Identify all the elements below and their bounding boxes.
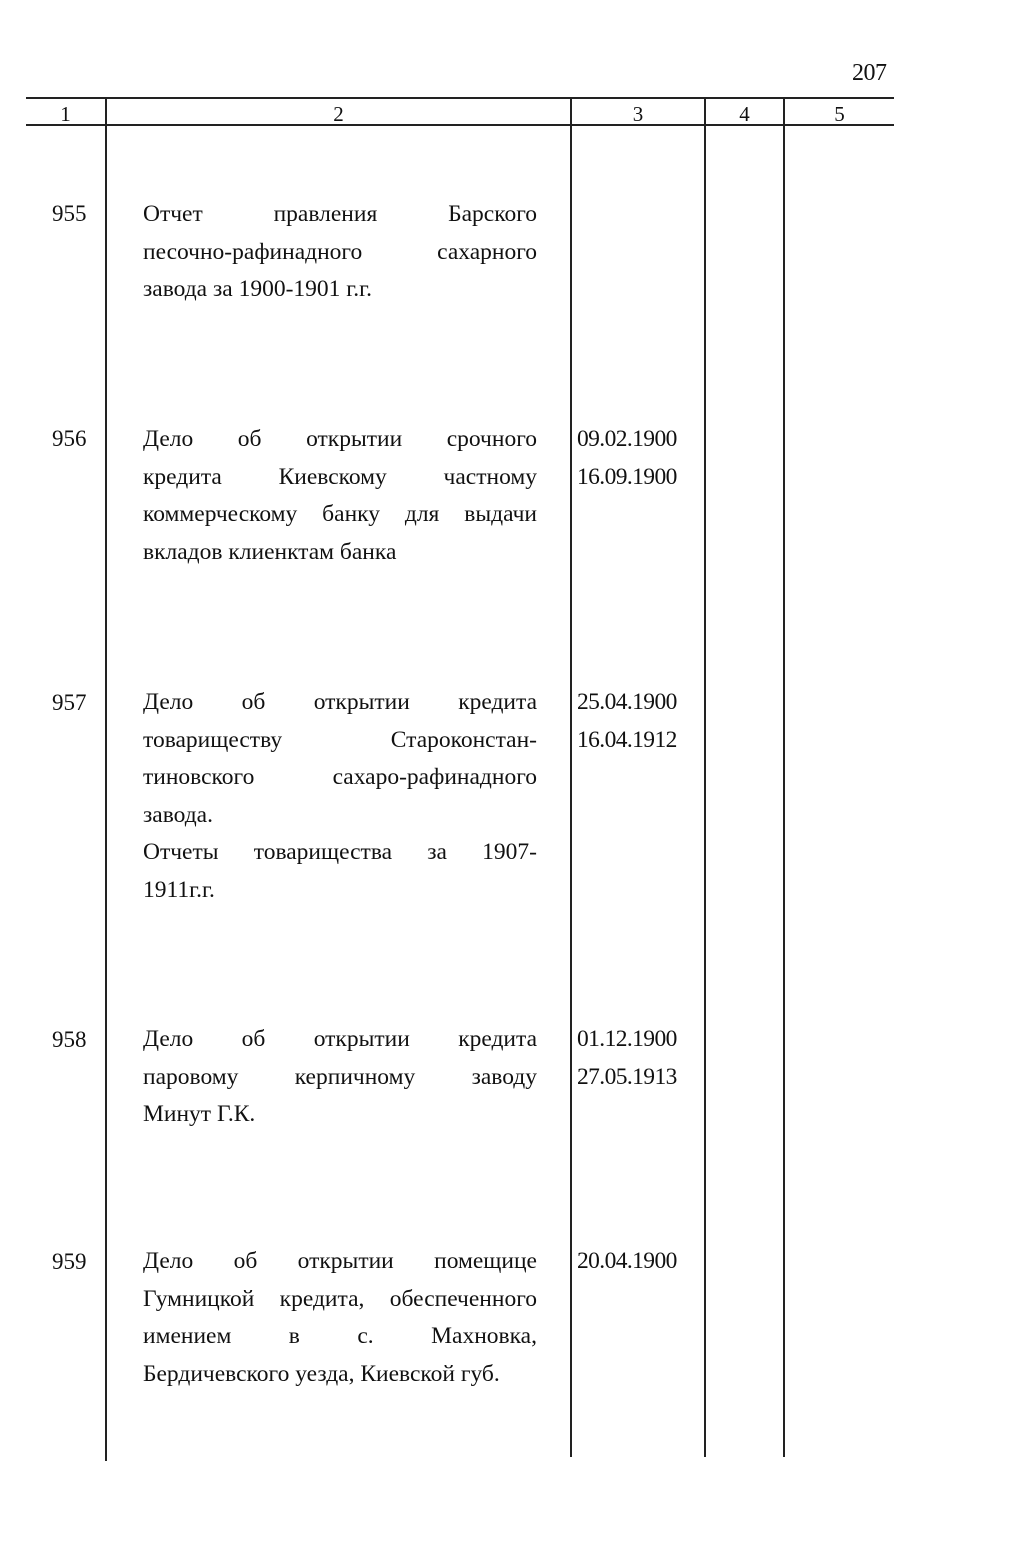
row-number: 956	[52, 426, 87, 451]
date-start: 25.04.1900	[577, 689, 677, 715]
column-divider-2	[570, 97, 572, 1457]
row-number: 959	[52, 1249, 87, 1274]
description-line: Дело об открытии помещице	[143, 1248, 537, 1274]
row-number: 955	[52, 201, 87, 226]
column-divider-4	[783, 97, 785, 1457]
description-line: Дело об открытии кредита	[143, 1026, 537, 1052]
description-line: Отчеты товарищества за 1907-	[143, 839, 537, 865]
description-line: Дело об открытии кредита	[143, 689, 537, 715]
description-line: песочно-рафинадного сахарного	[143, 238, 537, 265]
description-line: товариществу Староконстан-	[143, 726, 537, 753]
row-dates	[577, 684, 677, 759]
date-end: 16.09.1900	[577, 463, 677, 490]
description-line: Бердичевского уезда, Киевской губ.	[143, 1360, 500, 1387]
description-line: завода.	[143, 801, 213, 828]
row-dates	[577, 421, 677, 496]
column-header-2: 2	[333, 102, 344, 126]
column-header-3: 3	[632, 102, 644, 126]
row-description	[143, 196, 537, 309]
date-end: 16.04.1912	[577, 726, 677, 753]
description-line: Отчет правления Барского	[143, 201, 537, 227]
row-number: 958	[52, 1027, 87, 1052]
date-end: 27.05.1913	[577, 1063, 677, 1090]
row-dates	[577, 1021, 677, 1096]
date-start: 01.12.1900	[577, 1026, 677, 1052]
description-line: 1911г.г.	[143, 876, 215, 903]
description-line: Минут Г.К.	[143, 1101, 256, 1127]
description-line: тиновского сахаро-рафинадного	[143, 764, 537, 790]
description-line: Гумницкой кредита, обеспеченного	[143, 1285, 537, 1312]
description-line: Дело об открытии срочного	[143, 426, 537, 452]
description-line: имением в с. Махновка,	[143, 1323, 537, 1349]
description-line: кредита Киевскому частному	[143, 463, 537, 490]
column-divider-3	[704, 97, 706, 1457]
column-divider-1	[105, 97, 107, 1461]
date-start: 20.04.1900	[577, 1248, 677, 1274]
date-start: 09.02.1900	[577, 426, 677, 452]
page-number: 207	[852, 60, 887, 86]
column-header-1: 1	[60, 102, 71, 126]
description-line: завода за 1900-1901 г.г.	[143, 276, 372, 302]
description-line: коммерческому банку для выдачи	[143, 501, 537, 527]
description-line: вкладов клиенктам банка	[143, 538, 397, 565]
row-description	[143, 1243, 537, 1393]
row-description	[143, 684, 537, 909]
table-top-rule	[26, 97, 894, 99]
row-number: 957	[52, 690, 87, 715]
row-dates	[577, 1243, 677, 1281]
row-description	[143, 421, 537, 571]
row-description	[143, 1021, 537, 1134]
column-header-4: 4	[739, 102, 750, 126]
column-header-5: 5	[834, 102, 845, 126]
description-line: паровому керпичному заводу	[143, 1063, 537, 1090]
